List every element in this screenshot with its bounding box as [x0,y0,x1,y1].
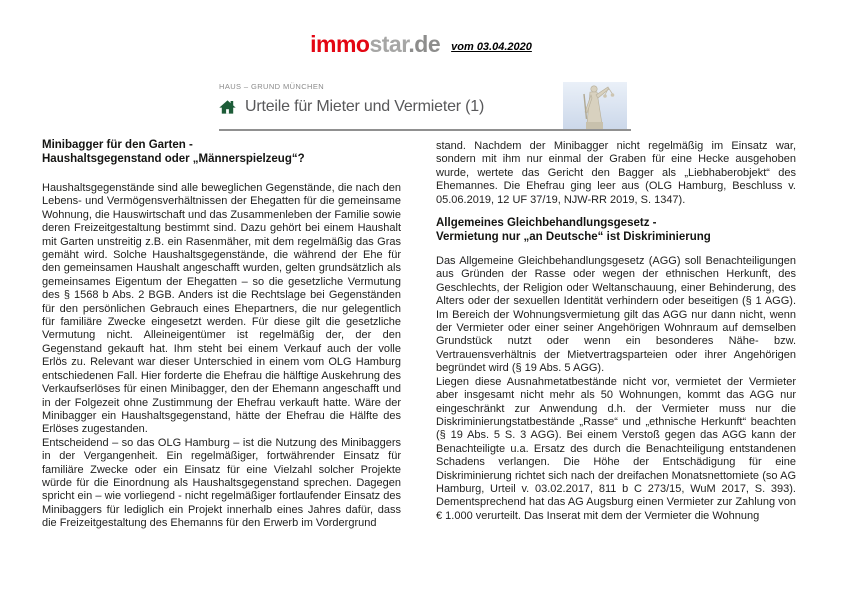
left-paragraph-2: Entscheidend – so das OLG Hamburg – ist die Nutzung des Minibaggers in der Vergangenheit. Ein regelmäßiger, fortwährender Einsatz für familiäre Zwecke oder ein Einsatz für eine Vielzahl solcher Projekte würde für die Einordnung als Haushaltsgegenstand sprechen. Dagegen spricht ein – wie vorliegend - nicht regelmäßiger fortlaufender Einsatz des Minibaggers für lediglich ein Projekt innerhalb eines Jahres dafür, dass die Freizeitgestaltung des Ehemanns für den Erwerb im Vordergrund [42,436,401,530]
left-headline-line2: Haushaltsgegenstand oder „Männerspielzeug“? [42,152,305,165]
left-headline-line1: Minibagger für den Garten - [42,139,193,151]
right-headline-line2: Vermietung nur „an Deutsche“ ist Diskriminierung [436,230,711,243]
right-paragraph-1: Das Allgemeine Gleichbehandlungsgesetz (AGG) soll Benachteiligungen aus Gründen der Rasse oder wegen der ethnischen Herkunft, des Geschlechts, der Religion oder Weltanschauung, einer Behinderung, des Alters oder der sexuellen Identität verhindern oder beseitigen (§ 1 AGG). Im Bereich der Wohnungsvermietung gilt das AGG nur dann nicht, wenn der Vermieter oder einer seiner Angehörigen Wohnraum auf demselben Grundstück nutzt oder wenn ein besonderes Nähe- bzw. Vertrauensverhältnis der Mietvertragsparteien oder ihrer Angehörigen begründet wird (§ 19 Abs. 5 AGG). [436,255,796,375]
date-link[interactable]: vom 03.04.2020 [451,41,532,53]
logo-part-immo: immo [310,31,370,57]
logo-part-star: star [369,31,409,57]
immostar-logo [310,33,440,55]
left-paragraph-1: Haushaltsgegenstände sind alle beweglichen Gegenstände, die nach den Lebens- und Vermögensverhältnissen der Ehegatten für die gemeinsame Wohnung, die Hauswirtschaft und das Zusammenleben der Familie sowie deren Freizeitgestaltung bestimmt sind. Dazu gehört bei einem Haushalt mit Garten unstreitig z.B. ein Rasenmäher, mit dem regelmäßig das Gras gemäht wird. Solche Haushaltsgegenstände, die während der Ehe für den gemeinsamen Haushalt angeschafft wurden, gelten grundsätzlich als gemeinsames Eigentum der Ehegatten – so die gesetzliche Vermutung des § 1568 b Abs. 2 BGB. Anders ist die Rechtslage bei Gegenständen für den persönlichen Gebrauch eines Ehepartners, die nur gelegentlich für familiäre Zwecke eingesetzt werden. Für diese gilt die gesetzliche Vermutung nicht. Alleineigentümer ist regelmäßig der, der den Gegenstand gekauft hat. Ihm steht bei einem Verkauf auch der volle Erlös zu. Relevant war dieser Unterschied in einem vom OLG Hamburg entschiedenen Fall. Hier forderte die Ehefrau die hälftige Auskehrung des Verkaufserlöses für einen Minibagger, den der Ehemann angeschafft und in der Folgezeit ohne Zustimmung der Ehefrau verkauft hatte. Wäre der Minibagger ein Haushaltsgegenstand, hätte der Ehefrau die Hälfte des Erlöses zugestanden. [42,182,401,436]
right-paragraph-2: Liegen diese Ausnahmetatbestände nicht vor, vermietet der Vermieter aber insgesamt nicht mehr als 50 Wohnungen, kommt das AGG nur eingeschränkt zur Anwendung d.h. der Vermieter muss nur die Diskriminierungstatbestände „Rasse“ und „ethnische Herkunft“ beachten (§ 19 Abs. 5 S. 3 AGG). Bei einem Verstoß gegen das AGG kann der Benachteiligte u.a. Ersatz des durch die Benachteiligung entstandenen Schadens verlangen. Die Höhe der Entschädigung für eine Diskriminierung richtet sich nach der dreifachen Monatsnettomiete (so AG Hamburg, Urteil v. 03.02.2017, 811 b C 273/15, WuM 2017, S. 393). Dementsprechend hat das AG Augsburg einen Vermieter zur Zahlung von € 1.000 verurteilt. Das Inserat mit dem der Vermieter die Wohnung [436,375,796,522]
right-column [436,140,796,523]
left-headline [42,139,401,166]
left-column [42,139,401,531]
article-title: Urteile für Mieter und Vermieter (1) [245,98,485,115]
justitia-photo [563,82,627,129]
house-icon [219,100,236,114]
masthead [0,33,842,55]
right-headline [436,217,796,244]
logo-part-de: .de [408,31,441,57]
right-continuation-paragraph: stand. Nachdem der Minibagger nicht regelmäßig im Einsatz war, sondern mit ihm nur einmal der Graben für eine Hecke ausgehoben wurde, wertete das Gericht den Bagger als „Liebhaberobjekt“ des Ehemannes. Die Ehefrau ging leer aus (OLG Hamburg, Beschluss v. 05.06.2019, 12 UF 37/19, NJW-RR 2019, S. 1347). [436,140,796,206]
right-headline-line1: Allgemeines Gleichbehandlungsgesetz - [436,217,657,230]
article-header [219,82,631,131]
kicker-label: HAUS – GRUND MÜNCHEN [219,82,325,91]
